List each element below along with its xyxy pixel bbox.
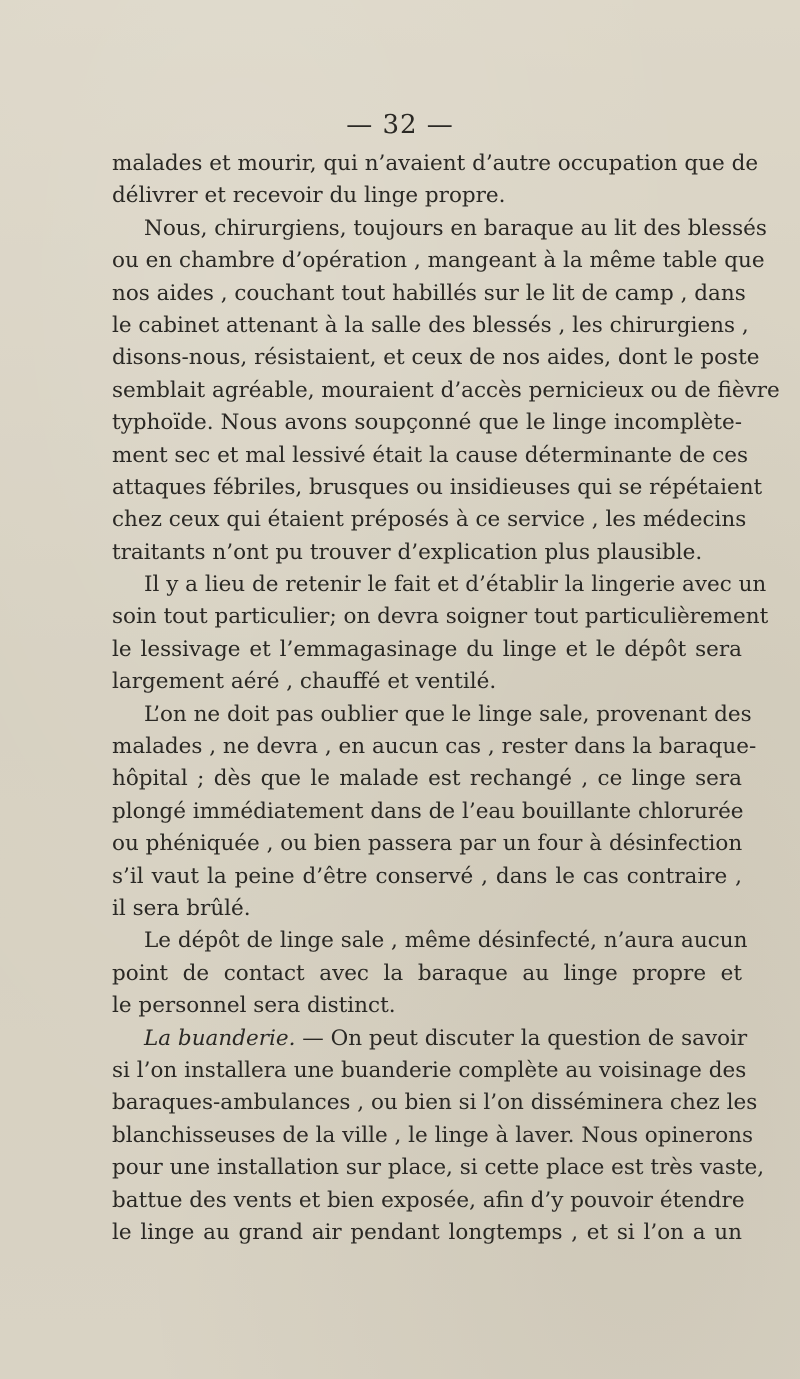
text-line: ment sec et mal lessivé était la cause déterminante de ces	[112, 442, 749, 468]
text-line: point de contact avec la baraque au linge propre et	[112, 960, 742, 986]
text-line: le cabinet attenant à la salle des blessés , les chirurgiens ,	[112, 312, 749, 338]
text-line: Il y a lieu de retenir le fait et d’établir la lingerie avec un	[144, 572, 767, 598]
text-line: ou phéniquée , ou bien passera par un four à désinfection	[112, 831, 743, 857]
text-line: nos aides , couchant tout habillés sur le lit de camp , dans	[112, 280, 746, 306]
text-line: le personnel sera distinct.	[112, 993, 396, 1019]
text-line: disons-nous, résistaient, et ceux de nos aides, dont le poste	[112, 345, 760, 371]
text-line: blanchisseuses de la ville , le linge à laver. Nous opinerons	[112, 1122, 754, 1148]
text-line: soin tout particulier; on devra soigner tout particulièrement	[112, 604, 769, 630]
text-line: largement aéré , chauffé et ventilé.	[112, 669, 497, 695]
text-line: traitants n’ont pu trouver d’explication plus plausible.	[112, 539, 703, 565]
text-line: battue des vents et bien exposée, afin d’y pouvoir étendre	[112, 1187, 745, 1213]
text-line: plongé immédiatement dans de l’eau bouillante chlorurée	[112, 798, 744, 824]
text-line: hôpital ; dès que le malade est rechangé , ce linge sera	[112, 766, 742, 792]
text-line: Nous, chirurgiens, toujours en baraque au lit des blessés	[144, 215, 767, 241]
text-line: L’on ne doit pas oublier que le linge sale, provenant des	[144, 701, 752, 727]
text-line: baraques-ambulances , ou bien si l’on disséminera chez les	[112, 1090, 758, 1116]
text-line: il sera brûlé.	[112, 895, 251, 921]
body-text	[112, 148, 780, 1249]
text-line: pour une installation sur place, si cette place est très vaste,	[112, 1155, 765, 1181]
text-line: Le dépôt de linge sale , même désinfecté, n’aura aucun	[144, 928, 748, 954]
text-line: s’il vaut la peine d’être conservé , dans le cas contraire ,	[112, 863, 742, 889]
text-line: ou en chambre d’opération , mangeant à la même table que	[112, 248, 765, 274]
text-line: typhoïde. Nous avons soupçonné que le linge incomplète-	[112, 410, 742, 436]
text-line-with-heading	[112, 1023, 748, 1055]
text-line-rest: — On peut discuter la question de savoir	[302, 1025, 748, 1051]
text-line: le lessivage et l’emmagasinage du linge et le dépôt sera	[112, 636, 742, 662]
page-number: — 32 —	[346, 110, 454, 140]
text-line: le linge au grand air pendant longtemps , et si l’on a un	[112, 1219, 742, 1245]
text-line: si l’on installera une buanderie complète au voisinage des	[112, 1057, 747, 1083]
text-line: malades , ne devra , en aucun cas , rester dans la baraque-	[112, 734, 757, 760]
text-line: délivrer et recevoir du linge propre.	[112, 183, 506, 209]
text-line: attaques fébriles, brusques ou insidieuses qui se répétaient	[112, 474, 763, 500]
text-line: chez ceux qui étaient préposés à ce service , les médecins	[112, 507, 747, 533]
text-line: semblait agréable, mouraient d’accès pernicieux ou de fièvre	[112, 377, 780, 403]
text-line: malades et mourir, qui n’avaient d’autre occupation que de	[112, 151, 759, 176]
section-heading: La buanderie.	[144, 1025, 296, 1051]
